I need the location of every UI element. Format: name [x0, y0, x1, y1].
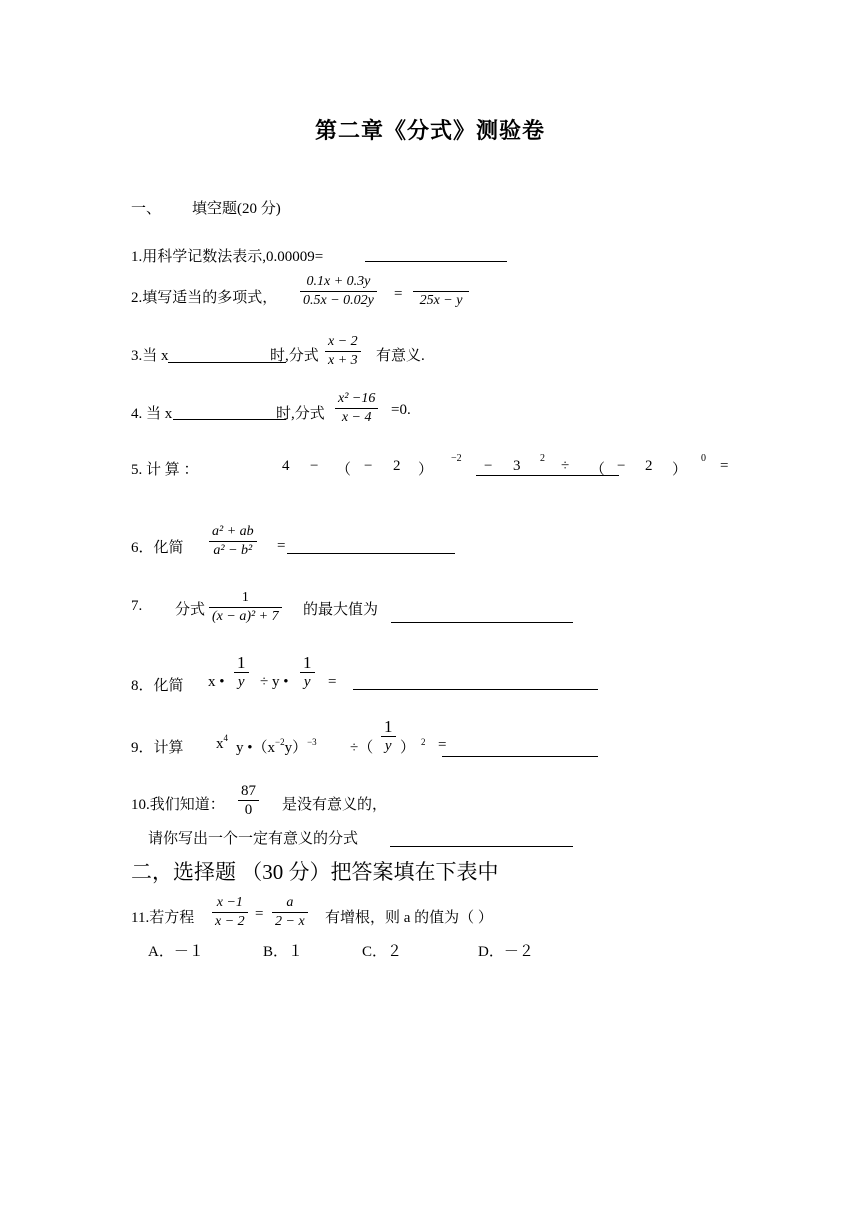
q8-text: 8．化简: [131, 678, 184, 694]
q6-denominator: a² − b²: [213, 543, 253, 558]
q6-numerator: a² + ab: [212, 524, 254, 539]
q3-denominator: x + 3: [328, 353, 358, 368]
q9-close: [400, 736, 426, 757]
q9-text: 9．计算: [131, 740, 184, 756]
q11-fraction-1-numerator: x −1: [216, 895, 243, 910]
q9-fraction-denominator: y: [384, 738, 392, 754]
q10-fraction: [238, 782, 259, 819]
q8-fraction-2-denominator: y: [303, 674, 311, 690]
q5-t10: ÷: [561, 458, 570, 474]
q11-equals: =: [255, 906, 264, 922]
q4-answer-blank[interactable]: [173, 419, 286, 420]
q5-t8: 3: [513, 458, 521, 474]
q4-numerator: x² −16: [338, 391, 376, 406]
q9-answer-blank[interactable]: [442, 756, 598, 757]
q7-denominator: (x − a)² + 7: [212, 609, 279, 624]
q3-fraction: [325, 333, 361, 370]
q9-x-neg-exponent: −2: [275, 737, 285, 747]
q5-t12: −: [617, 458, 626, 474]
q9-outer-exponent: −3: [307, 737, 317, 747]
q5-t9: 2: [540, 453, 545, 464]
q5-t14: ）: [672, 462, 688, 478]
q7-suffix: 的最大值为: [303, 602, 379, 618]
q6-fraction: [209, 523, 257, 560]
q7-answer-blank[interactable]: [391, 622, 573, 623]
q8-equals: =: [328, 674, 337, 690]
q7-number: 7.: [131, 598, 143, 614]
q5-t3: −: [364, 458, 373, 474]
q11-fraction-2-numerator: a: [286, 895, 294, 910]
q6-equals: =: [277, 538, 286, 554]
q2-lhs-fraction: [300, 273, 377, 310]
q5-t6: −2: [451, 453, 462, 464]
q5-t16: =: [720, 458, 729, 474]
q3-numerator: x − 2: [328, 334, 358, 349]
q2-rhs-denominator: 25x − y: [419, 293, 463, 308]
q11-option-a[interactable]: A．－１: [148, 944, 204, 960]
q8-part-b: ÷ y •: [260, 674, 289, 690]
q5-answer-blank[interactable]: [476, 475, 619, 476]
q11-prefix: 11.若方程: [131, 910, 195, 926]
q10-denominator: 0: [244, 802, 253, 818]
q11-fraction-1: [212, 894, 248, 931]
q5-prefix: 5. 计 算 ：: [131, 462, 199, 478]
section2-heading: 二，选择题 （30 分）把答案填在下表中: [131, 860, 499, 884]
q7-numerator: 1: [241, 590, 249, 605]
q5-t11: （: [590, 462, 606, 478]
q6-text: 6．化简: [131, 540, 184, 556]
q7-prefix: 分式: [175, 602, 206, 618]
q4-middle: 时,分式: [276, 406, 325, 422]
q8-fraction-1: [234, 654, 249, 691]
q4-fraction: [335, 390, 378, 427]
q5-t5: ）: [418, 462, 434, 478]
q3-prefix: 3.当 x: [131, 348, 169, 364]
q8-fraction-1-numerator: 1: [237, 653, 246, 672]
q11-option-c[interactable]: C．２: [362, 944, 403, 960]
q5-t7: −: [484, 458, 493, 474]
q3-middle: 时,分式: [270, 348, 319, 364]
q5-t13: 2: [645, 458, 653, 474]
q10-line2: 请你写出一个一定有意义的分式: [148, 831, 359, 847]
q2-lhs-numerator: 0.1x + 0.3y: [306, 274, 371, 289]
q7-fraction: [209, 589, 282, 626]
q9-fraction: [381, 718, 396, 755]
q2-rhs-fraction: [413, 273, 469, 310]
q5-t2: （: [336, 462, 352, 478]
q9-y-paren: y •（x: [236, 740, 276, 756]
q11-option-b[interactable]: B．１: [263, 944, 304, 960]
q10-numerator: 87: [241, 783, 256, 799]
q11-fraction-1-denominator: x − 2: [215, 914, 245, 929]
q8-fraction-1-denominator: y: [237, 674, 245, 690]
q9-fraction-numerator: 1: [384, 717, 393, 736]
q8-answer-blank[interactable]: [353, 689, 598, 690]
q9-y-close: y）: [284, 740, 308, 756]
q5-t4: 2: [393, 458, 401, 474]
q5-t15: 0: [701, 453, 706, 464]
q9-equals: =: [438, 737, 447, 753]
q2-text: 2.填写适当的多项式，: [131, 290, 278, 306]
q11-option-d[interactable]: D．－２: [478, 944, 534, 960]
q9-part-b: [236, 736, 317, 757]
q2-equals: =: [394, 286, 403, 302]
q2-lhs-denominator: 0.5x − 0.02y: [303, 293, 374, 308]
q11-fraction-2-denominator: 2 − x: [275, 914, 305, 929]
q6-answer-blank[interactable]: [287, 553, 455, 554]
q3-answer-blank[interactable]: [168, 362, 286, 363]
q8-part-a: x •: [208, 674, 225, 690]
q1-text: 1.用科学记数法表示,0.00009=: [131, 249, 324, 265]
q4-denominator: x − 4: [341, 410, 372, 425]
q5-t0: 4: [282, 458, 290, 474]
q9-part-a: [216, 733, 228, 753]
page-title: 第二章《分式》测验卷: [314, 118, 545, 143]
q9-close-paren: ）: [400, 740, 416, 756]
q9-x: x: [216, 736, 224, 752]
q9-x-exponent: 4: [223, 733, 228, 743]
q8-fraction-2-numerator: 1: [303, 653, 312, 672]
q8-fraction-2: [300, 654, 315, 691]
q11-fraction-2: [272, 894, 308, 931]
q11-suffix: 有增根，则 a 的值为（ ）: [325, 910, 493, 926]
q10-suffix: 是没有意义的，: [282, 797, 388, 813]
q5-t1: −: [310, 458, 319, 474]
q3-suffix: 有意义.: [376, 348, 425, 364]
section1-number: 一、: [131, 201, 162, 217]
q9-divide: ÷（: [350, 740, 374, 756]
section1-label: 填空题(20 分): [192, 201, 281, 217]
q1-answer-blank[interactable]: [365, 261, 507, 262]
q4-prefix: 4. 当 x: [131, 406, 173, 422]
q10-prefix: 10.我们知道：: [131, 797, 225, 813]
q10-answer-blank[interactable]: [390, 846, 573, 847]
q4-suffix: =0.: [391, 402, 411, 418]
q9-final-exponent: 2: [421, 737, 426, 747]
